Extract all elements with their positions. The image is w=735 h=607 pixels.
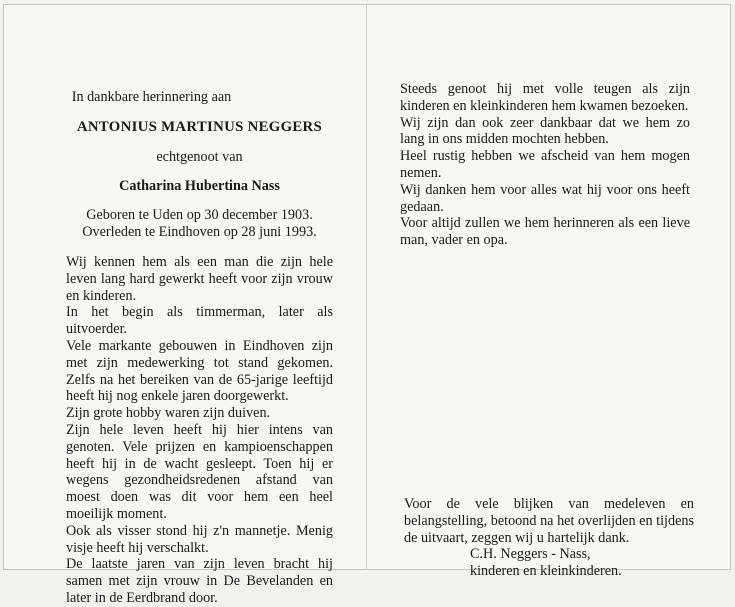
birth-line: Geboren te Uden op 30 december 1903.: [86, 207, 313, 223]
bio-paragraph: In het begin als timmerman, later als uitvoerder.: [66, 304, 333, 338]
verse-line: Wij danken hem voor alles wat hij voor ons heeft gedaan.: [400, 181, 690, 215]
memorial-verse: [400, 81, 690, 249]
verse-line: Steeds genoot hij met volle teugen als zijn kinderen en kleinkinderen hem kwamen bezoeken.: [400, 81, 690, 114]
bio-paragraph: Wij kennen hem als een man die zijn hele leven lang hard gewerkt heeft voor zijn vrouw en kinderen.: [66, 254, 333, 304]
bio-paragraph: Ook als visser stond hij z'n mannetje. Menig visje heeft hij verschalkt.: [66, 522, 333, 556]
bio-paragraph: Zijn hele leven heeft hij hier intens van genoten. Vele prijzen en kampioenschappen heeft hij in de wacht gesleept. Toen hij er wegens gezondheidsredenen afstand van moest doen was dit voor hem een heel moeilijk moment.: [66, 421, 333, 522]
signature-family: kinderen en kleinkinderen.: [470, 562, 622, 579]
verse-line: Heel rustig hebben we afscheid van hem mogen nemen.: [400, 148, 690, 181]
bio-paragraph: Zijn grote hobby waren zijn duiven.: [66, 405, 271, 422]
spouse-label: echtgenoot van: [156, 149, 243, 165]
deceased-name: ANTONIUS MARTINUS NEGGERS: [76, 119, 323, 135]
signature-name: C.H. Neggers - Nass,: [470, 546, 591, 562]
spouse-name: Catharina Hubertina Nass: [119, 178, 280, 194]
bio-paragraph: Vele markante gebouwen in Eindhoven zijn met zijn medewerking tot stand gekomen. Zelfs na het bereiken van de 65-jarige leeftijd heeft hij nog enkele jaren doorgewerkt.: [66, 337, 333, 405]
thanks-text: Voor de vele blijken van medeleven en belangstelling, betoond na het overlijden en tijdens de uitvaart, zeggen wij u hartelijk dank.: [404, 496, 694, 546]
life-dates: [66, 207, 333, 241]
verse-line: Wij zijn dan ook zeer dankbaar dat we hem zo lang in ons midden mochten hebben.: [400, 114, 690, 148]
biography: [66, 254, 333, 607]
intro-line: In dankbare herinnering aan: [71, 89, 232, 105]
verse-line: Voor altijd zullen we hem herinneren als een lieve man, vader en opa.: [400, 215, 690, 249]
death-line: Overleden te Eindhoven op 28 juni 1993.: [82, 223, 317, 240]
card-fold-line: [366, 4, 367, 570]
signature: [470, 546, 670, 580]
bio-paragraph: De laatste jaren van zijn leven bracht hij samen met zijn vrouw in De Bevelanden en later in de Eerdbrand door.: [66, 556, 333, 606]
